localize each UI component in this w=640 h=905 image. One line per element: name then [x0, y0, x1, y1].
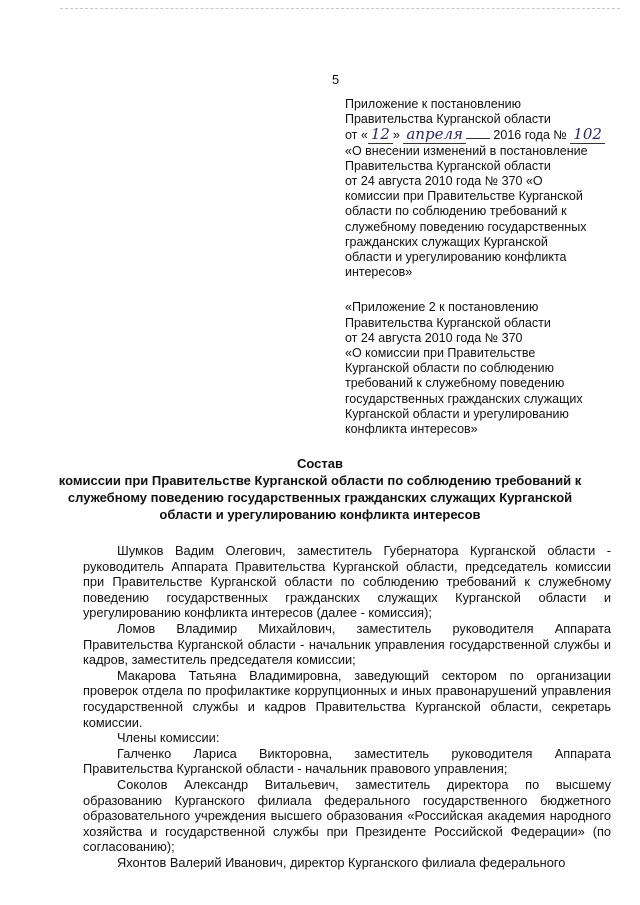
appendix2-line: Курганской области и урегулированию	[345, 406, 569, 421]
appendix2-line: требований к служебному поведению	[345, 376, 565, 391]
paragraph-member: Яхонтов Валерий Иванович, директор Курганского филиала федерального	[117, 854, 566, 870]
page-number: 5	[332, 72, 340, 87]
paragraph-members-heading: Члены комиссии:	[117, 730, 220, 746]
appendix-line: служебному поведению государственных	[345, 219, 587, 234]
appendix-line: от 24 августа 2010 года № 370 «О	[345, 174, 543, 189]
appendix-line: интересов»	[345, 265, 413, 280]
spacer	[345, 280, 610, 300]
paragraph-member: Галченко Лариса Викторовна, заместитель руководителя Аппарата Правительства Курганской области - начальник правового управления;	[83, 745, 611, 777]
handwritten-month: апреля	[403, 125, 466, 144]
appendix-line: области по соблюдению требований к	[345, 204, 567, 219]
date-year: 2016 года №	[493, 128, 567, 143]
paragraph-member: Соколов Александр Витальевич, заместитель директора по высшему образованию Курганского филиала федерального государственного бюджетного образовательного учреждения высшего образования «Российская академия народного хозяйства и государственной службы при Президенте Российской Федерации» (по согласованию);	[83, 776, 611, 855]
appendix2-line: от 24 августа 2010 года № 370	[345, 330, 523, 345]
appendix2-line: Правительства Курганской области	[345, 315, 551, 330]
appendix-line: Правительства Курганской области	[345, 112, 551, 127]
paragraph-chairman: Шумков Вадим Олегович, заместитель Губернатора Курганской области - руководитель Аппарата Правительства Курганской области, председатель комиссии при Правительстве Курганской области по соблюдению требований к служебному поведению государственных гражданских служащих Курганской области и урегулированию конфликта интересов (далее - комиссия);	[83, 543, 611, 621]
scan-artifact-line	[60, 8, 620, 11]
paragraph-secretary: Макарова Татьяна Владимировна, заведующий сектором по организации проверок отдела по профилактике коррупционных и иных правонарушений управления государственной службы и кадров Правительства Курганской области, секретарь комиссии.	[83, 667, 611, 730]
title-line: служебному поведению государственных гражданских служащих Курганской	[67, 490, 573, 505]
date-mid: »	[392, 128, 400, 143]
title-line: комиссии при Правительстве Курганской области по соблюдению требований к	[58, 473, 582, 488]
handwritten-day: 12	[368, 125, 393, 144]
appendix2-line: «О комиссии при Правительстве	[345, 346, 536, 361]
date-prefix: от «	[345, 128, 368, 143]
appendix2-line: государственных гражданских служащих	[345, 391, 583, 406]
appendix-date-line	[345, 127, 610, 143]
title-heading: Состав	[297, 456, 343, 471]
appendix-line: области и урегулированию конфликта	[345, 250, 567, 265]
handwritten-decree-number: 102	[570, 125, 605, 144]
appendix2-line: «Приложение 2 к постановлению	[345, 300, 539, 315]
blank-underline	[466, 138, 490, 139]
appendix-header	[345, 97, 610, 437]
appendix-line: гражданских служащих Курганской	[345, 234, 548, 249]
title-line: области и урегулированию конфликта интересов	[159, 507, 481, 522]
document-body	[83, 543, 611, 870]
appendix-line: комиссии при Правительстве Курганской	[345, 189, 583, 204]
appendix-line: Приложение к постановлению	[345, 97, 521, 111]
appendix-line: «О внесении изменений в постановление	[345, 143, 588, 158]
appendix2-line: конфликта интересов»	[345, 422, 478, 437]
appendix2-line: Курганской области по соблюдению	[345, 361, 555, 376]
appendix-line: Правительства Курганской области	[345, 158, 551, 173]
paragraph-deputy-chairman: Ломов Владимир Михайлович, заместитель руководителя Аппарата Правительства Курганской области - начальник управления государственной службы и кадров, заместитель председателя комиссии;	[83, 620, 611, 668]
document-title	[55, 455, 585, 523]
